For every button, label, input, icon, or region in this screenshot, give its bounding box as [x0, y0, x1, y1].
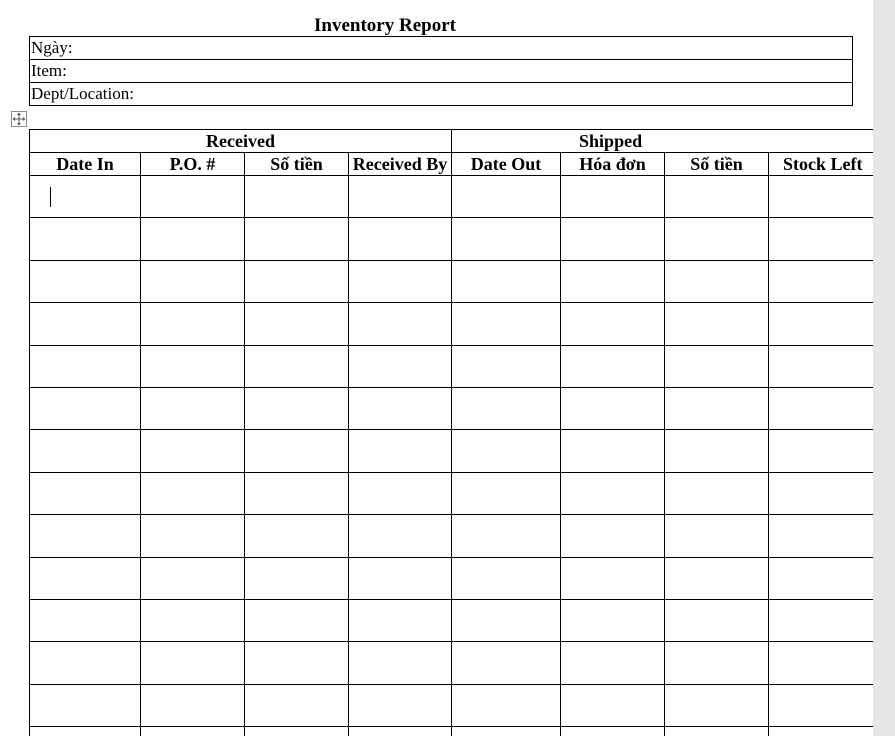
table-cell[interactable]	[452, 599, 561, 641]
table-row	[30, 557, 874, 599]
table-cell[interactable]	[769, 642, 873, 684]
table-cell[interactable]	[245, 176, 349, 218]
column-header-row	[30, 153, 874, 176]
four-way-arrow-icon[interactable]	[11, 111, 27, 127]
table-cell[interactable]	[665, 557, 769, 599]
table-cell[interactable]	[665, 176, 769, 218]
table-cell[interactable]	[452, 430, 561, 472]
table-cell[interactable]	[245, 515, 349, 557]
table-cell[interactable]	[561, 727, 665, 736]
table-cell[interactable]	[665, 472, 769, 514]
table-cell[interactable]	[452, 303, 561, 345]
table-cell[interactable]	[561, 472, 665, 514]
table-cell[interactable]	[665, 430, 769, 472]
table-cell[interactable]	[769, 218, 873, 260]
report-title: Inventory Report	[314, 15, 456, 36]
table-cell[interactable]	[245, 599, 349, 641]
table-cell[interactable]	[452, 387, 561, 429]
inventory-body	[30, 176, 874, 736]
table-cell[interactable]	[245, 472, 349, 514]
text-cursor	[50, 187, 51, 207]
table-cell[interactable]	[452, 515, 561, 557]
table-cell[interactable]	[769, 430, 873, 472]
table-row	[30, 430, 874, 472]
table-cell[interactable]	[141, 472, 245, 514]
table-cell[interactable]	[665, 260, 769, 302]
table-cell[interactable]	[30, 260, 141, 302]
table-row	[30, 684, 874, 726]
table-row	[30, 599, 874, 641]
group-header-received: Received	[30, 130, 452, 153]
table-cell[interactable]	[30, 303, 141, 345]
table-cell[interactable]	[30, 430, 141, 472]
col-header-po-number: P.O. #	[141, 153, 245, 176]
table-cell[interactable]	[561, 387, 665, 429]
group-header-shipped	[452, 130, 873, 153]
table-cell[interactable]	[30, 515, 141, 557]
table-cell[interactable]	[141, 430, 245, 472]
group-header-row	[30, 130, 874, 153]
table-cell[interactable]	[245, 218, 349, 260]
table-cell[interactable]	[769, 345, 873, 387]
table-cell[interactable]	[452, 684, 561, 726]
table-cell[interactable]	[561, 684, 665, 726]
table-cell[interactable]	[349, 642, 452, 684]
table-cell[interactable]	[349, 472, 452, 514]
table-cell[interactable]	[665, 218, 769, 260]
table-cell[interactable]	[452, 345, 561, 387]
table-cell[interactable]	[769, 557, 873, 599]
table-cell[interactable]	[30, 642, 141, 684]
table-cell[interactable]	[349, 345, 452, 387]
table-cell[interactable]	[141, 642, 245, 684]
table-cell[interactable]	[245, 303, 349, 345]
table-cell[interactable]	[665, 727, 769, 736]
table-cell[interactable]	[141, 303, 245, 345]
table-cell[interactable]	[349, 515, 452, 557]
table-cell[interactable]	[769, 472, 873, 514]
table-cell[interactable]	[561, 260, 665, 302]
table-cell[interactable]	[769, 176, 873, 218]
info-cell-date[interactable]: Ngày:	[30, 37, 853, 60]
table-cell[interactable]	[561, 345, 665, 387]
table-cell[interactable]	[30, 176, 141, 218]
table-cell[interactable]	[769, 684, 873, 726]
table-cell[interactable]	[665, 642, 769, 684]
table-cell[interactable]	[245, 345, 349, 387]
table-cell[interactable]	[30, 472, 141, 514]
info-row	[30, 37, 853, 60]
table-cell[interactable]	[30, 218, 141, 260]
table-cell[interactable]	[245, 642, 349, 684]
table-cell[interactable]	[561, 599, 665, 641]
table-cell[interactable]	[141, 345, 245, 387]
table-cell[interactable]	[141, 387, 245, 429]
table-row	[30, 642, 874, 684]
table-cell[interactable]	[141, 176, 245, 218]
table-row	[30, 303, 874, 345]
table-cell[interactable]	[769, 387, 873, 429]
table-cell[interactable]	[30, 557, 141, 599]
table-cell[interactable]	[452, 260, 561, 302]
table-cell[interactable]	[769, 260, 873, 302]
col-header-date-in: Date In	[30, 153, 141, 176]
table-row	[30, 176, 874, 218]
table-cell[interactable]	[665, 303, 769, 345]
table-cell[interactable]	[561, 642, 665, 684]
table-cell[interactable]	[141, 260, 245, 302]
col-header-received-by: Received By	[349, 153, 452, 176]
col-header-amount-received: Số tiền	[245, 153, 349, 176]
table-cell[interactable]	[30, 684, 141, 726]
col-header-date-out: Date Out	[452, 153, 561, 176]
table-cell[interactable]	[452, 218, 561, 260]
table-cell[interactable]	[141, 727, 245, 736]
table-cell[interactable]	[769, 727, 873, 736]
table-cell[interactable]	[561, 176, 665, 218]
scrollbar-track[interactable]	[873, 0, 895, 736]
table-cell[interactable]	[561, 303, 665, 345]
table-cell[interactable]	[561, 557, 665, 599]
table-cell[interactable]	[349, 260, 452, 302]
table-cell[interactable]	[141, 599, 245, 641]
info-table	[29, 36, 853, 106]
table-cell[interactable]	[245, 387, 349, 429]
table-cell[interactable]	[349, 387, 452, 429]
info-row	[30, 83, 853, 106]
table-cell[interactable]	[561, 515, 665, 557]
col-header-stock-left	[769, 153, 873, 176]
table-cell[interactable]	[452, 176, 561, 218]
table-cell[interactable]	[561, 218, 665, 260]
table-cell[interactable]	[452, 642, 561, 684]
table-cell[interactable]	[665, 684, 769, 726]
table-cell[interactable]	[665, 599, 769, 641]
table-cell[interactable]	[245, 260, 349, 302]
table-cell[interactable]	[245, 684, 349, 726]
table-cell[interactable]	[245, 557, 349, 599]
table-cell[interactable]	[141, 515, 245, 557]
table-cell[interactable]	[769, 303, 873, 345]
table-cell[interactable]	[245, 430, 349, 472]
info-row	[30, 60, 853, 83]
table-row	[30, 727, 874, 736]
col-header-amount-shipped: Số tiền	[665, 153, 769, 176]
col-header-stock-left-label: Stock Left	[783, 153, 863, 174]
table-row	[30, 515, 874, 557]
table-cell[interactable]	[30, 387, 141, 429]
table-cell[interactable]	[349, 557, 452, 599]
table-cell[interactable]	[141, 557, 245, 599]
table-cell[interactable]	[769, 599, 873, 641]
table-cell[interactable]	[452, 557, 561, 599]
table-cell[interactable]	[30, 599, 141, 641]
table-row	[30, 472, 874, 514]
table-cell[interactable]	[349, 303, 452, 345]
table-row	[30, 387, 874, 429]
table-cell[interactable]	[349, 218, 452, 260]
table-row	[30, 260, 874, 302]
table-cell[interactable]	[452, 472, 561, 514]
table-cell[interactable]	[349, 430, 452, 472]
table-row	[30, 218, 874, 260]
table-cell[interactable]	[30, 345, 141, 387]
table-cell[interactable]	[665, 345, 769, 387]
table-cell[interactable]	[561, 430, 665, 472]
info-cell-dept[interactable]: Dept/Location:	[30, 83, 853, 106]
table-cell[interactable]	[245, 727, 349, 736]
table-cell[interactable]	[452, 727, 561, 736]
table-cell[interactable]	[141, 218, 245, 260]
table-cell[interactable]	[665, 515, 769, 557]
table-cell[interactable]	[349, 727, 452, 736]
table-cell[interactable]	[349, 176, 452, 218]
table-cell[interactable]	[349, 599, 452, 641]
table-cell[interactable]	[349, 684, 452, 726]
info-cell-item[interactable]: Item:	[30, 60, 853, 83]
table-row	[30, 345, 874, 387]
table-cell[interactable]	[30, 727, 141, 736]
table-cell[interactable]	[141, 684, 245, 726]
table-cell[interactable]	[665, 387, 769, 429]
col-header-invoice: Hóa đơn	[561, 153, 665, 176]
inventory-table	[29, 129, 873, 736]
group-header-shipped-label: Shipped	[579, 130, 643, 151]
table-cell[interactable]	[769, 515, 873, 557]
